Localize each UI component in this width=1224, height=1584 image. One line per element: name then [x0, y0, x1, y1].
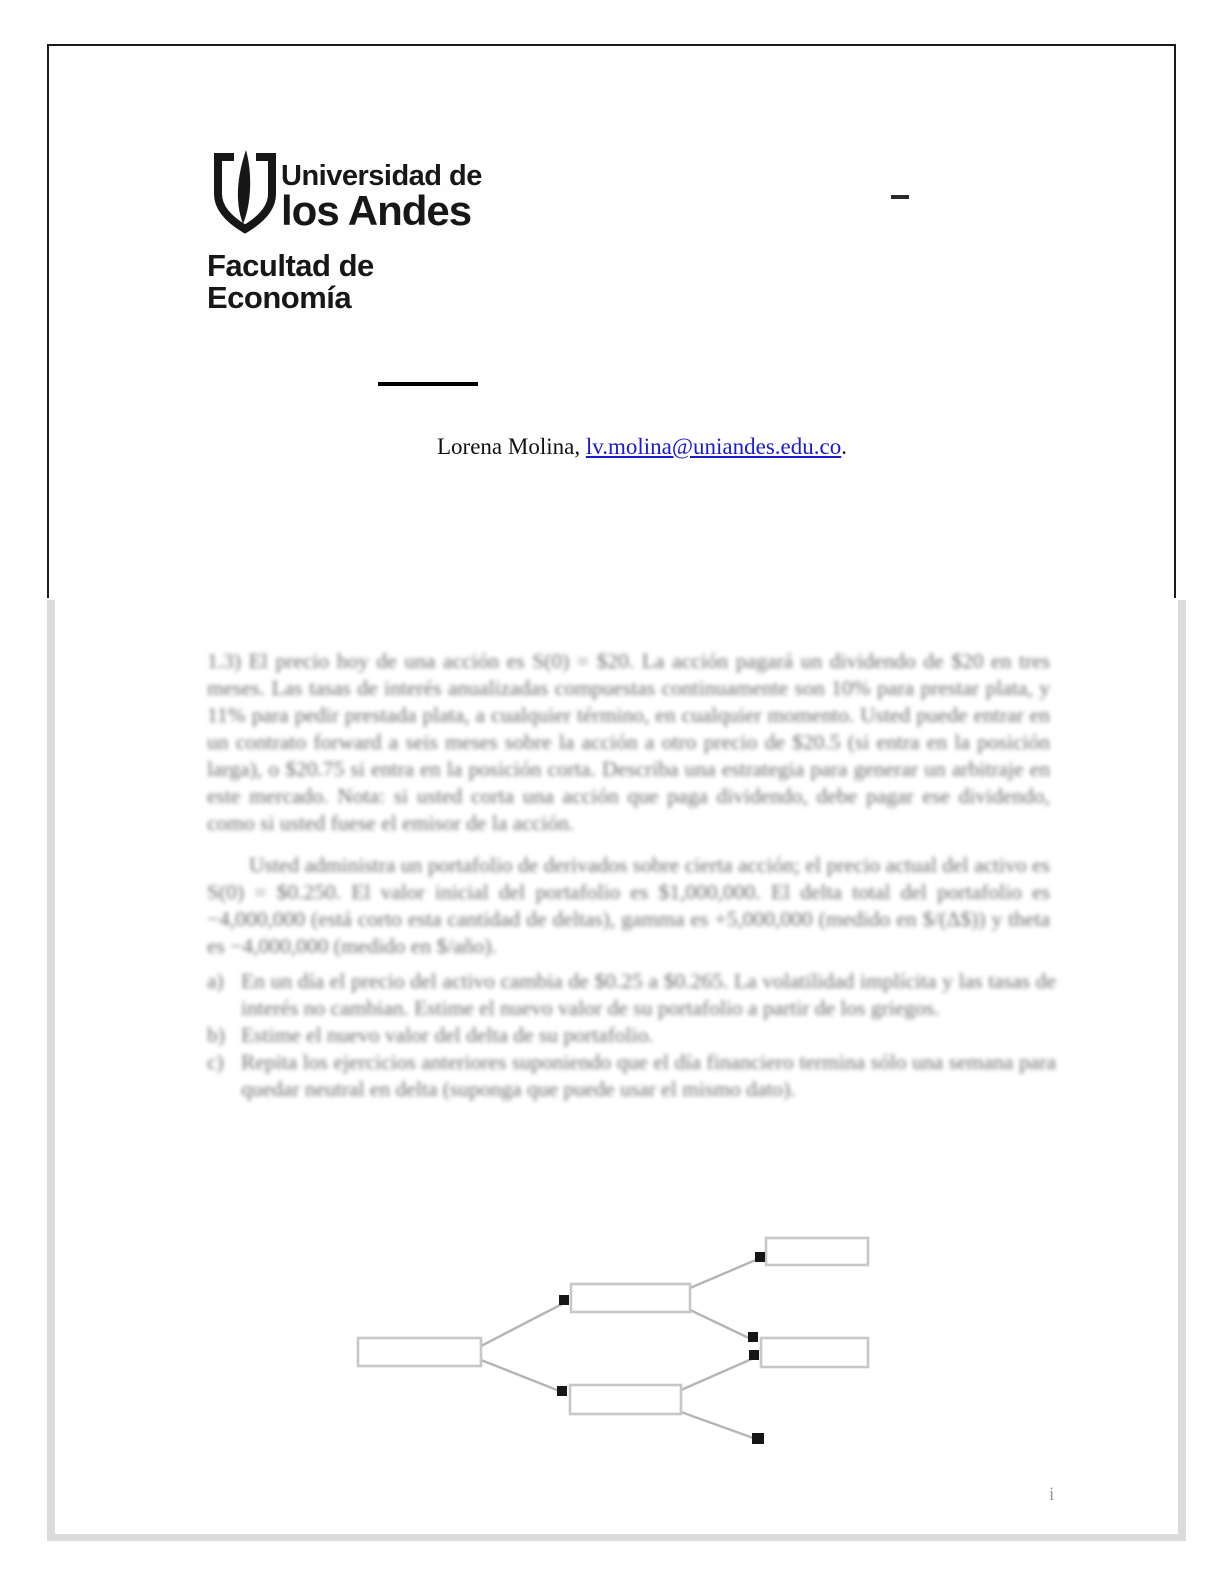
list-item-b-label: b) — [207, 1023, 225, 1047]
tree-node-middle-final — [761, 1338, 868, 1367]
marker-middle-bottom — [749, 1350, 759, 1360]
title-underline-bar — [378, 382, 478, 386]
document-page-1 — [47, 44, 1176, 598]
marker-up-up — [755, 1252, 765, 1262]
uniandes-shield-icon — [207, 150, 277, 252]
page-number: i — [1049, 1484, 1055, 1505]
branch-up-down — [690, 1310, 753, 1340]
marker-down — [557, 1386, 567, 1396]
tree-node-up — [571, 1284, 690, 1312]
tree-node-boxes — [358, 1238, 868, 1414]
tree-node-down — [570, 1385, 681, 1414]
blurred-paragraph-2: Usted administra un portafolio de derivados sobre cierta acción; el precio actual del activo es S(0) = $0.250. El valor inicial del portafolio es $1,000,000. El delta total del portafolio es −4,000,000 (está corto esta cantidad de deltas), gamma es +5,000,000 (medido en $/(Δ$)) y theta es −4,000,000 (medido en $/año). — [207, 853, 1050, 958]
university-logo — [207, 150, 485, 314]
list-item-b-text: Estime el nuevo valor del delta de su portafolio. — [241, 1023, 654, 1047]
list-item-a-label: a) — [207, 969, 224, 993]
logo-text-line1: Universidad de — [281, 160, 482, 192]
logo-text-line2: los Andes — [281, 187, 472, 234]
author-line — [437, 434, 847, 460]
branch-up-up — [690, 1259, 758, 1288]
blurred-paragraph-1: 1.3) El precio hoy de una acción es S(0) = $20. La acción pagará un dividendo de $20 en tres meses. Las tasas de interés anualizadas compuestas continuamente son 10% para prestar plata, y 11% para pedir prestada plata, a cualquier término, en cualquier momento. Usted puede entrar en un contrato forward a seis meses sobre la acción a otro precio de $20.5 (si entra en la posición larga), o $20.75 si entra en la posición corta. Describa una estrategia para generar un arbitraje en este mercado. Nota: si usted corta una acción que paga dividendo, debe pagar ese dividendo, como si usted fuese el emisor de la acción. — [207, 649, 1050, 835]
document-page-2 — [47, 600, 1186, 1541]
author-line-period: . — [841, 434, 847, 459]
list-item-a-text: En un día el precio del activo cambia de $0.25 a $0.265. La volatilidad implícita y las tasas de interés no cambian. Estime el nuevo valor de su portafolio a partir de los griegos. — [241, 969, 1056, 1020]
binomial-tree-diagram — [55, 600, 1179, 1534]
author-name: Lorena Molina, — [437, 434, 586, 459]
tree-node-up-up — [766, 1238, 868, 1265]
list-item-c-text: Repita los ejercicios anteriores suponiendo que el día financiero termina sólo una semana para quedar neutral en delta (suponga que puede usar el mismo dato). — [241, 1050, 1056, 1101]
logo-text-line3: Facultad de Economía — [207, 248, 374, 315]
author-email-link[interactable]: lv.molina@uniandes.edu.co — [585, 434, 842, 459]
branch-root-up — [481, 1303, 564, 1346]
marker-middle-top — [748, 1332, 758, 1342]
redaction-dash — [891, 195, 909, 199]
tree-node-root — [358, 1338, 481, 1366]
branch-root-down — [481, 1360, 562, 1392]
list-item-c-label: c) — [207, 1050, 224, 1074]
branch-down-up — [681, 1358, 754, 1390]
marker-up — [559, 1295, 569, 1305]
branch-down-down — [681, 1412, 756, 1439]
marker-down-down-endpoint — [752, 1433, 764, 1444]
